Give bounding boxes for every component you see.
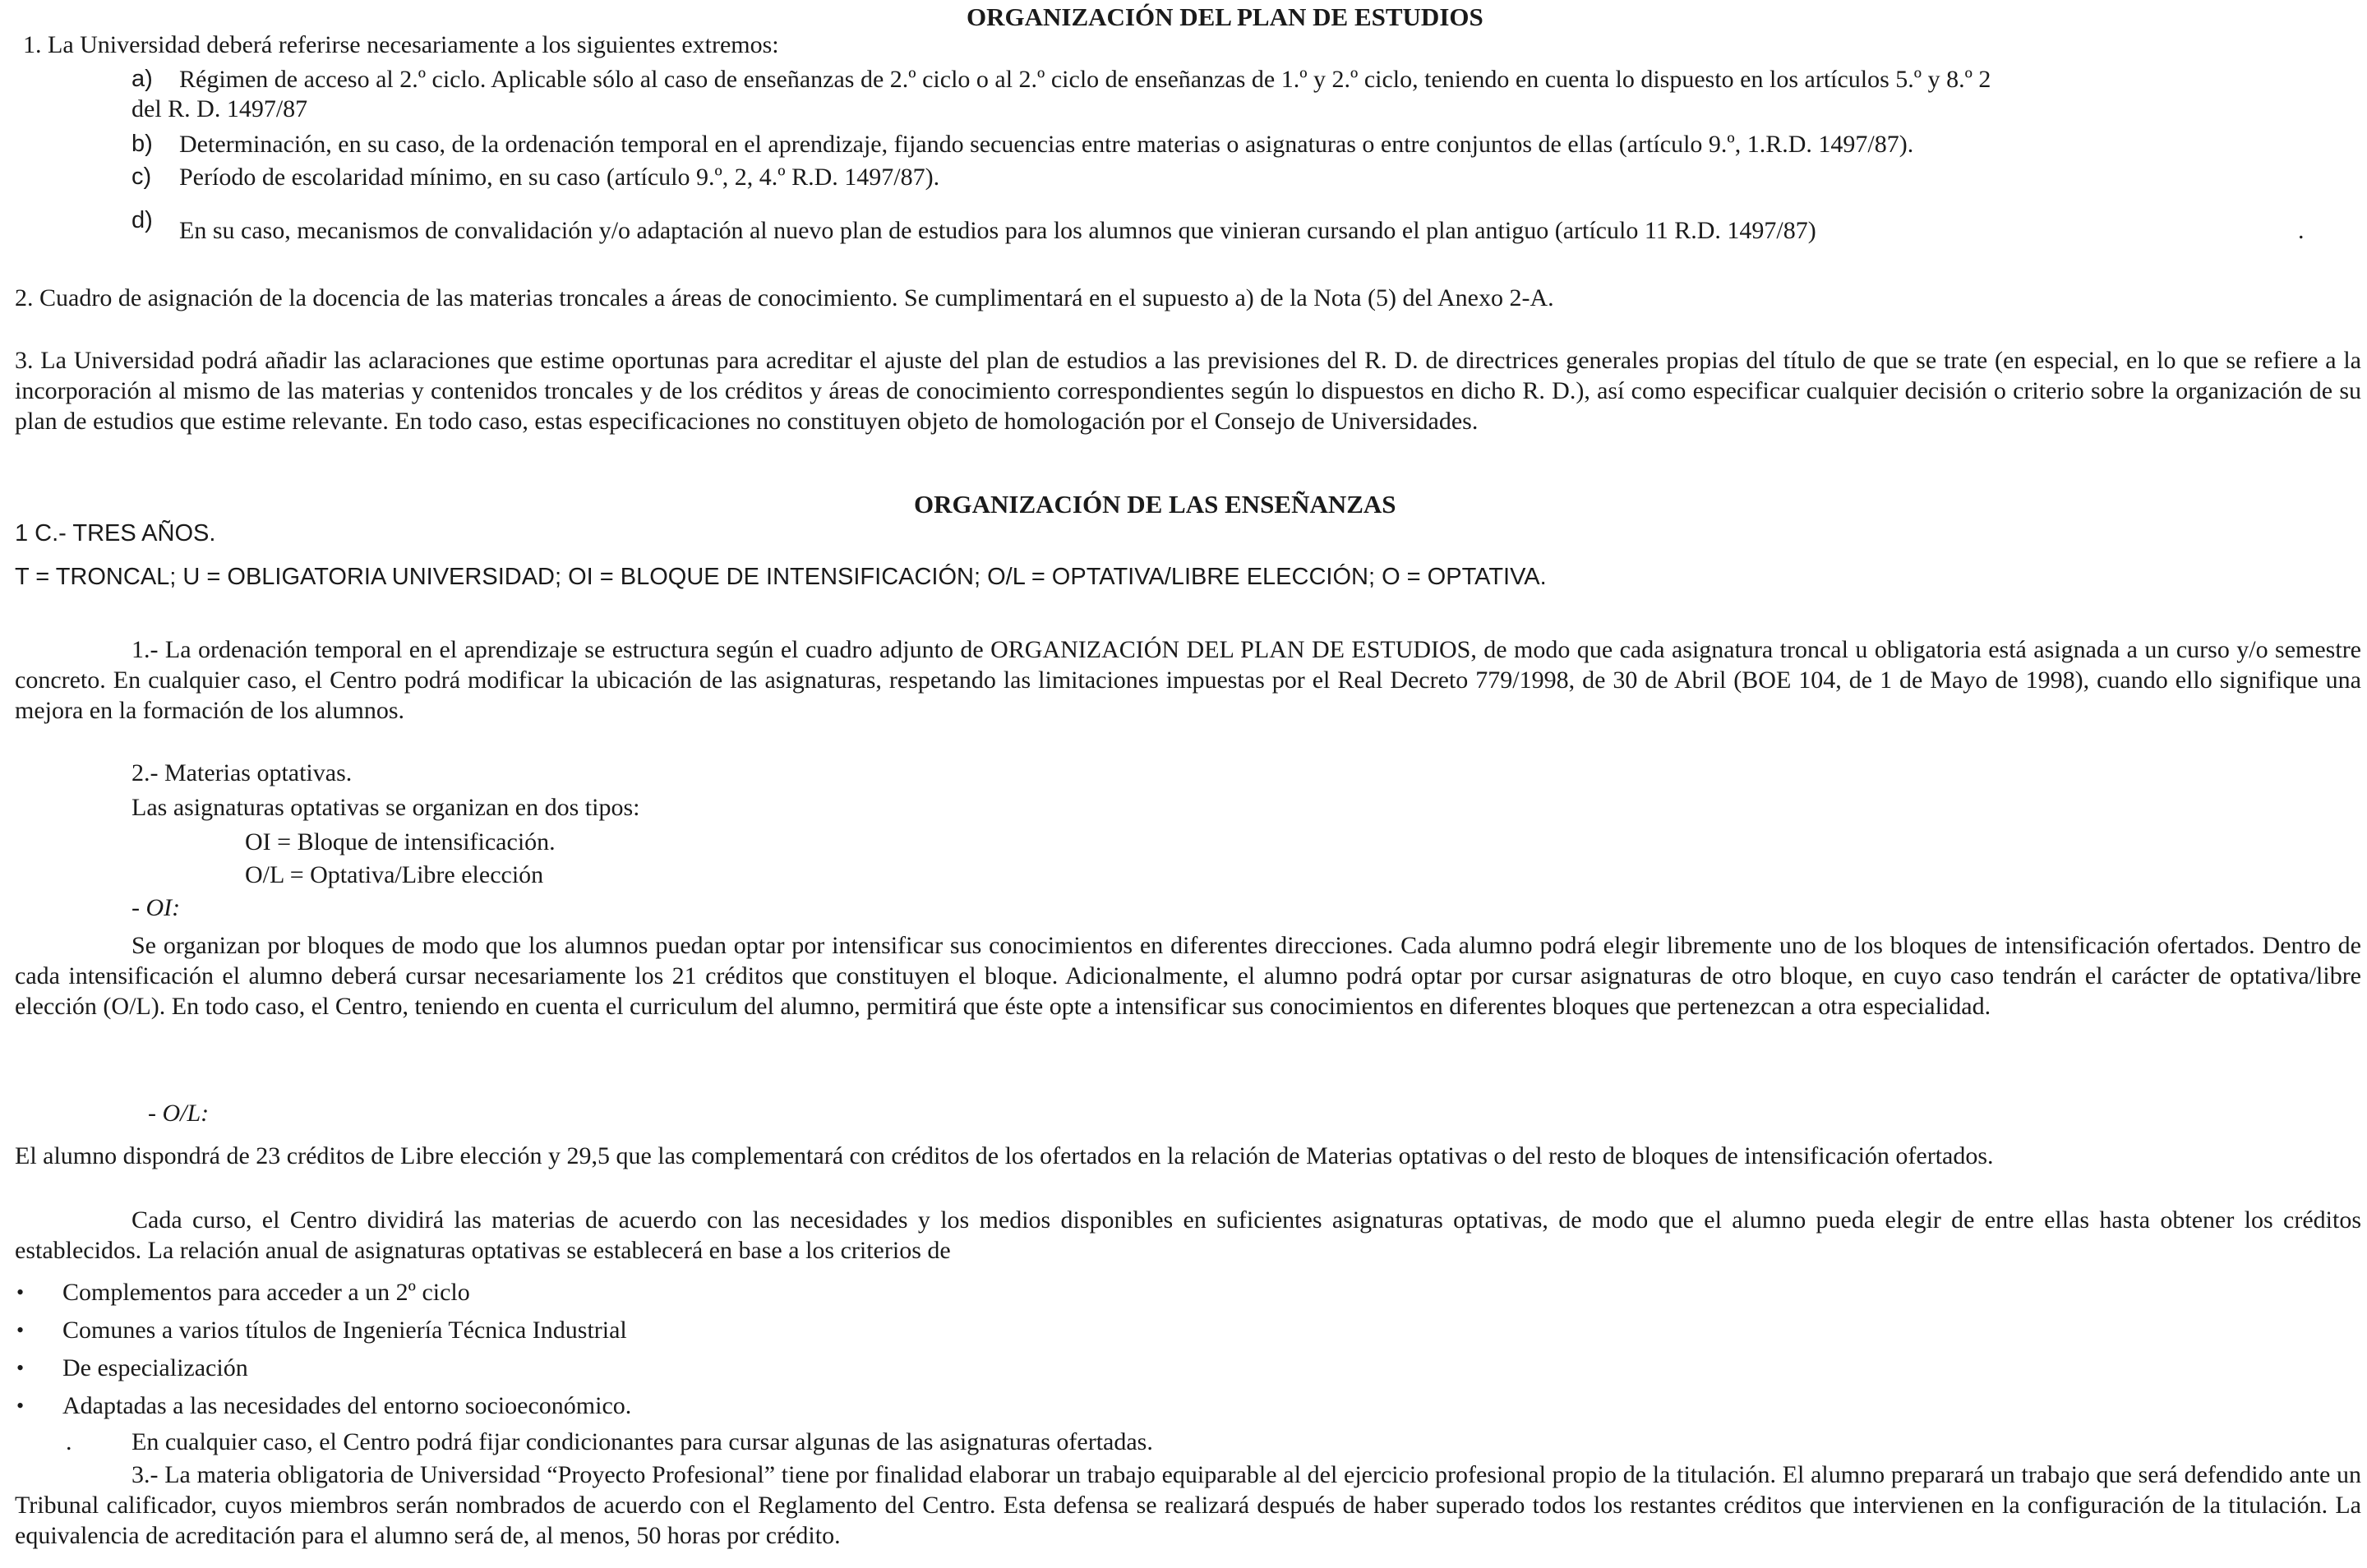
- item-b-label: b): [132, 131, 153, 157]
- item-c-text: Período de escolaridad mínimo, en su caso (artículo 9.º, 2, 4.º R.D. 1497/87).: [179, 164, 940, 191]
- ol-paragraph-2: Cada curso, el Centro dividirá las materias de acuerdo con las necesidades y los medios disponibles en suficientes asignaturas optativas, de modo que el alumno pueda elegir de entre ellas hasta obtener los créditos establecidos. La relación anual de asignaturas optativas se establecerá en base a los criterios de: [15, 1206, 2361, 1264]
- section1-intro: 1. La Universidad deberá referirse necesariamente a los siguientes extremos:: [23, 31, 779, 58]
- bullet-icon: •: [16, 1394, 25, 1418]
- legend-text: T = TRONCAL; U = OBLIGATORIA UNIVERSIDAD; OI = BLOQUE DE INTENSIFICACIÓN; O/L = OPTATIVA/LIBRE ELECCIÓN; O = OPTATIVA.: [15, 564, 1547, 590]
- ol-label: - O/L:: [148, 1100, 210, 1127]
- oi-label: - OI:: [132, 894, 181, 921]
- conditions-text: En cualquier caso, el Centro podrá fijar condicionantes para cursar algunas de las asignaturas ofertadas.: [132, 1428, 1153, 1455]
- bullet-icon: •: [16, 1318, 25, 1342]
- item-a-continuation: del R. D. 1497/87: [132, 95, 308, 122]
- ol-paragraph: El alumno dispondrá de 23 créditos de Libre elección y 29,5 que las complementará con créditos de los ofertados en la relación de Materias optativas o del resto de bloques de intensificación ofertados.: [15, 1142, 1994, 1169]
- criteria-item: De especialización: [62, 1354, 248, 1381]
- bullet-icon: •: [16, 1280, 25, 1304]
- item-a-label: a): [132, 66, 153, 92]
- criteria-item: Adaptadas a las necesidades del entorno socioeconómico.: [62, 1392, 632, 1419]
- duration-text: 1 C.- TRES AÑOS.: [15, 520, 216, 546]
- item-b-text: Determinación, en su caso, de la ordenación temporal en el aprendizaje, fijando secuencias entre materias o asignaturas o entre conjuntos de ellas (artículo 9.º, 1.R.D. 1497/87).: [179, 131, 1914, 158]
- item-d-trailing-dot: .: [2298, 217, 2305, 244]
- ol-definition: O/L = Optativa/Libre elección: [245, 861, 544, 888]
- item-d-label: d): [132, 207, 153, 233]
- criteria-item: Complementos para acceder a un 2º ciclo: [62, 1279, 470, 1306]
- paragraph-3: 3.- La materia obligatoria de Universidad “Proyecto Profesional” tiene por finalidad elaborar un trabajo equiparable al del ejercicio profesional propio de la titulación. El alumno preparará un trabajo que será defendido ante un Tribunal calificador, cuyos miembros serán nombrados de acuerdo con el Reglamento del Centro. Esta defensa se realizará después de haber superado todos los restantes créditos que intervienen en la configuración de la titulación. La equivalencia de acreditación para el alumno será de, al menos, 50 horas por crédito.: [15, 1461, 2361, 1549]
- paragraph-2-title: 2.- Materias optativas.: [132, 759, 353, 786]
- heading-organizacion-ensenanzas: ORGANIZACIÓN DE LAS ENSEÑANZAS: [914, 490, 1396, 519]
- paragraph-2-intro: Las asignaturas optativas se organizan en dos tipos:: [132, 794, 640, 821]
- conditions-dot: .: [66, 1428, 72, 1455]
- section3-text: 3. La Universidad podrá añadir las aclaraciones que estime oportunas para acreditar el ajuste del plan de estudios a las previsiones del R. D. de directrices generales propias del título de que se trate (en especial, en lo que se refiere a la incorporación al mismo de las materias y contenidos troncales y de los créditos y áreas de conocimiento correspondientes según lo dispuestos en dicho R. D.), así como especificar cualquier decisión o criterio sobre la organización de su plan de estudios que estime relevante. En todo caso, estas especificaciones no constituyen objeto de homologación por el Consejo de Universidades.: [15, 347, 2361, 435]
- bullet-icon: •: [16, 1356, 25, 1380]
- oi-definition: OI = Bloque de intensificación.: [245, 828, 556, 855]
- paragraph-1: 1.- La ordenación temporal en el aprendizaje se estructura según el cuadro adjunto de ORGANIZACIÓN DEL PLAN DE ESTUDIOS, de modo que cada asignatura troncal u obligatoria está asignada a un curso y/o semestre concreto. En cualquier caso, el Centro podrá modificar la ubicación de las asignaturas, respetando las limitaciones impuestas por el Real Decreto 779/1998, de 30 de Abril (BOE 104, de 1 de Mayo de 1998), cuando ello signifique una mejora en la formación de los alumnos.: [15, 636, 2361, 724]
- heading-plan-estudios: ORGANIZACIÓN DEL PLAN DE ESTUDIOS: [967, 2, 1483, 31]
- item-d-text: En su caso, mecanismos de convalidación y/o adaptación al nuevo plan de estudios para los alumnos que vinieran cursando el plan antiguo (artículo 11 R.D. 1497/87): [179, 217, 1816, 244]
- section2-text: 2. Cuadro de asignación de la docencia de las materias troncales a áreas de conocimiento. Se cumplimentará en el supuesto a) de la Nota (5) del Anexo 2-A.: [15, 284, 1554, 311]
- item-a-text: Régimen de acceso al 2.º ciclo. Aplicable sólo al caso de enseñanzas de 2.º ciclo o al 2.º ciclo de enseñanzas de 1.º y 2.º ciclo, teniendo en cuenta lo dispuesto en los artículos 5.º y 8.º 2: [179, 66, 1991, 93]
- oi-paragraph: Se organizan por bloques de modo que los alumnos puedan optar por intensificar sus conocimientos en diferentes direcciones. Cada alumno podrá elegir libremente uno de los bloques de intensificación ofertados. Dentro de cada intensificación el alumno deberá cursar necesariamente los 21 créditos que constituyen el bloque. Adicionalmente, el alumno podrá optar por cursar asignaturas de otro bloque, en cuyo caso tendrán el carácter de optativa/libre elección (O/L). En todo caso, el Centro, teniendo en cuenta el curriculum del alumno, permitirá que éste opte a intensificar sus conocimientos en diferentes bloques que pertenezcan a otra especialidad.: [15, 932, 2361, 1020]
- item-c-label: c): [132, 164, 152, 190]
- criteria-item: Comunes a varios títulos de Ingeniería Técnica Industrial: [62, 1317, 627, 1344]
